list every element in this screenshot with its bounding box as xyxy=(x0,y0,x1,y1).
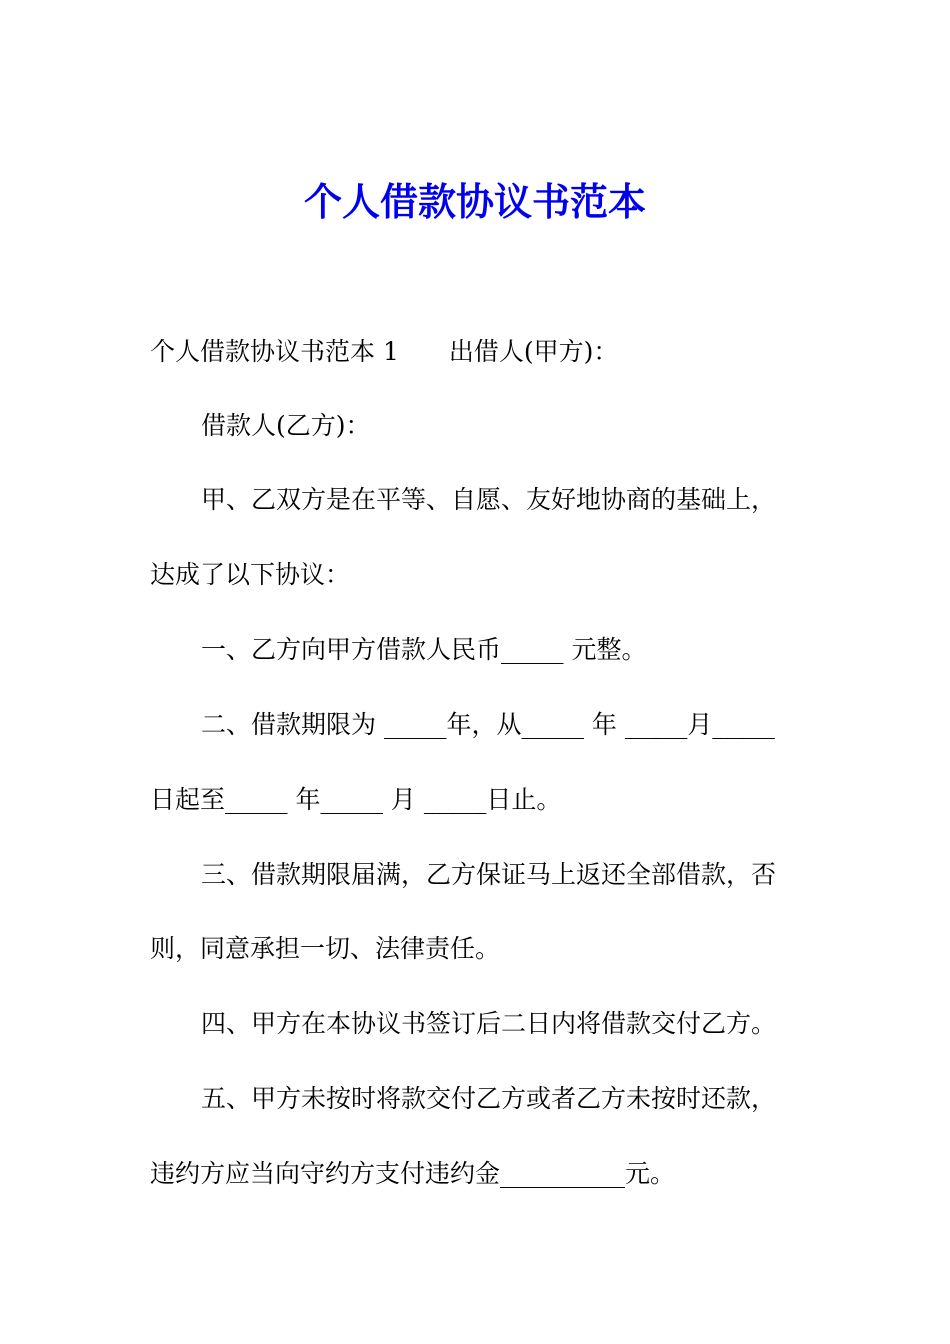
clause-3-line: 则，同意承担一切、法律责任。 xyxy=(150,934,501,963)
paragraph-line-intro: 个人借款协议书范本 1 出借人(甲方)： xyxy=(150,337,619,366)
page-title: 个人借款协议书范本 xyxy=(303,179,646,224)
paragraph-line: 达成了以下协议： xyxy=(150,560,351,589)
clause-3-line: 三、借款期限届满，乙方保证马上返还全部借款，否 xyxy=(201,860,777,889)
clause-4-line: 四、甲方在本协议书签订后二日内将借款交付乙方。 xyxy=(201,1009,777,1038)
clause-5-line: 五、甲方未按时将款交付乙方或者乙方未按时还款， xyxy=(201,1084,777,1113)
clause-2-line: 日起至_____ 年_____ 月 _____日止。 xyxy=(150,785,562,814)
paragraph-line: 甲、乙双方是在平等、自愿、友好地协商的基础上， xyxy=(201,485,777,514)
clause-5-line: 违约方应当向守约方支付违约金__________元。 xyxy=(150,1159,676,1188)
clause-1-line: 一、乙方向甲方借款人民币_____ 元整。 xyxy=(201,635,647,664)
clause-2-line: 二、借款期限为 _____年，从_____ 年 _____月_____ xyxy=(201,710,775,739)
paragraph-line-borrower: 借款人(乙方)： xyxy=(201,411,371,440)
